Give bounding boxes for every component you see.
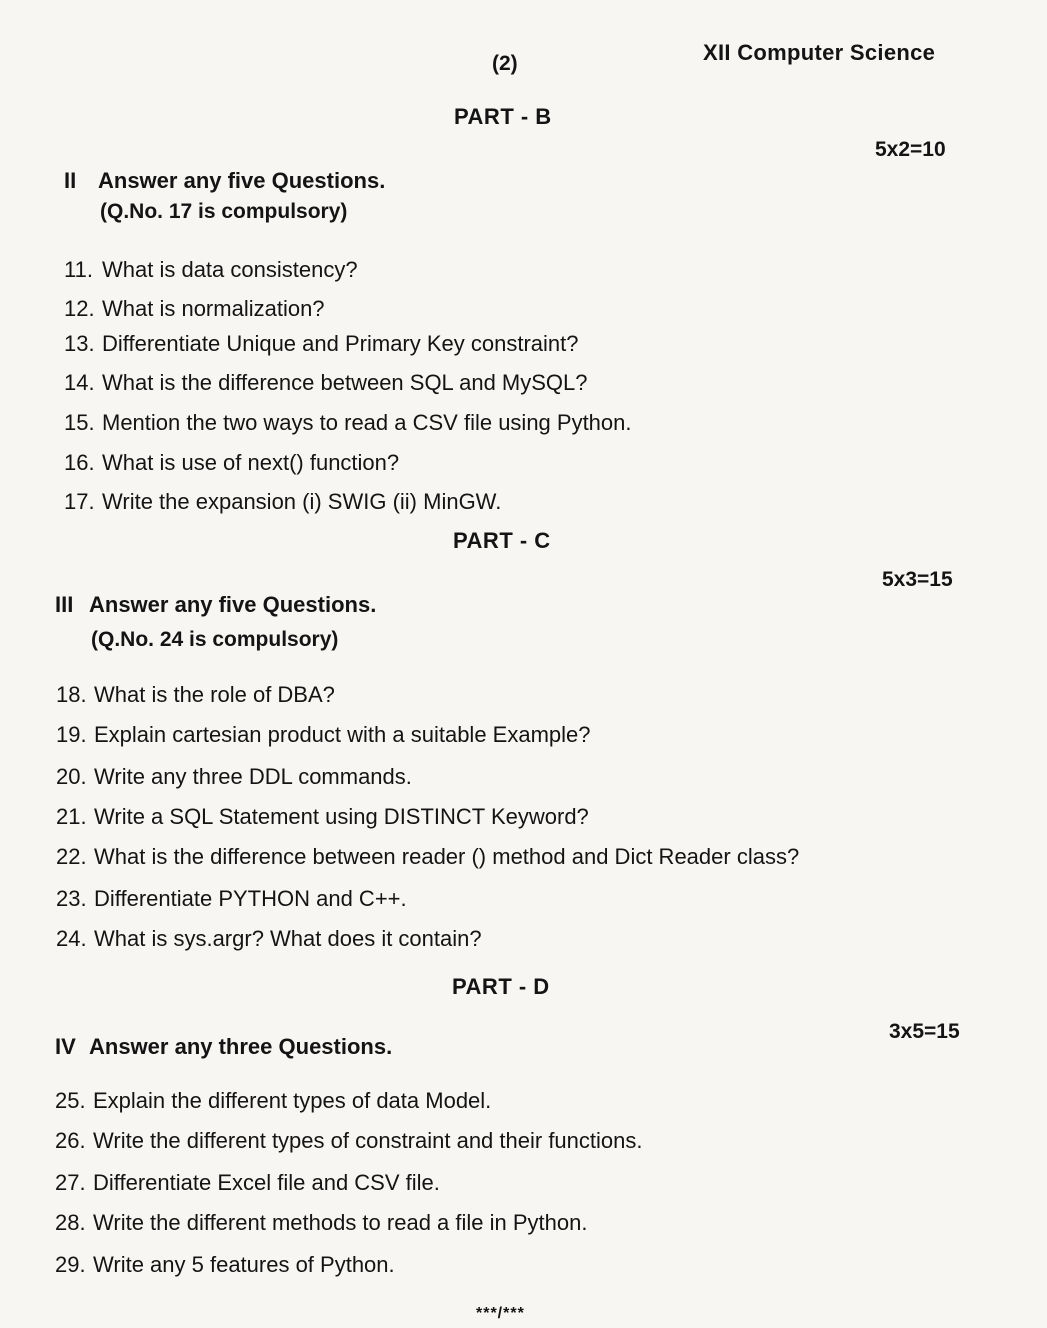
question-number: 17. — [64, 489, 95, 514]
question-27 — [55, 1170, 440, 1196]
part-c-instruction-text: Answer any five Questions. — [89, 592, 377, 617]
part-b-marks: 5x2=10 — [875, 138, 946, 161]
question-29 — [55, 1252, 395, 1278]
question-25 — [55, 1088, 491, 1114]
question-number: 12. — [64, 296, 95, 321]
question-23 — [56, 886, 407, 912]
question-14 — [64, 370, 588, 396]
question-number: 21. — [56, 804, 87, 829]
question-number: 23. — [56, 886, 87, 911]
question-17 — [64, 489, 501, 515]
part-d-roman: IV — [55, 1034, 76, 1059]
part-c-title: PART - C — [453, 528, 551, 553]
question-number: 25. — [55, 1088, 86, 1113]
question-number: 18. — [56, 682, 87, 707]
question-number: 16. — [64, 450, 95, 475]
question-number: 15. — [64, 410, 95, 435]
question-text: Write the different types of constraint and their functions. — [93, 1128, 643, 1153]
question-18 — [56, 682, 335, 708]
question-21 — [56, 804, 589, 830]
question-text: Write the expansion (i) SWIG (ii) MinGW. — [102, 489, 502, 514]
question-text: Differentiate Unique and Primary Key constraint? — [102, 331, 579, 356]
question-text: What is data consistency? — [102, 257, 358, 282]
part-d-title: PART - D — [452, 974, 550, 999]
part-d-instruction-text: Answer any three Questions. — [89, 1034, 393, 1059]
question-text: What is use of next() function? — [102, 450, 400, 475]
question-text: Write the different methods to read a file in Python. — [93, 1210, 588, 1235]
part-c-marks: 5x3=15 — [882, 568, 953, 591]
question-16 — [64, 450, 399, 476]
question-text: Mention the two ways to read a CSV file using Python. — [102, 410, 632, 435]
question-text: What is normalization? — [102, 296, 325, 321]
question-number: 19. — [56, 722, 87, 747]
question-text: Write any three DDL commands. — [94, 764, 412, 789]
question-number: 13. — [64, 331, 95, 356]
part-b-instruction-text: Answer any five Questions. — [98, 168, 386, 193]
question-number: 22. — [56, 844, 87, 869]
question-text: What is sys.argr? What does it contain? — [94, 926, 482, 951]
question-12 — [64, 296, 325, 322]
subject-title: XII Computer Science — [703, 40, 936, 65]
question-20 — [56, 764, 412, 790]
question-22 — [56, 844, 799, 870]
question-number: 28. — [55, 1210, 86, 1235]
question-28 — [55, 1210, 587, 1236]
question-26 — [55, 1128, 642, 1154]
question-number: 20. — [56, 764, 87, 789]
question-number: 24. — [56, 926, 87, 951]
question-11 — [64, 257, 358, 283]
question-text: Differentiate PYTHON and C++. — [94, 886, 407, 911]
part-c-roman: III — [55, 592, 74, 617]
question-text: What is the difference between reader () method and Dict Reader class? — [94, 844, 800, 869]
question-number: 27. — [55, 1170, 86, 1195]
part-d-marks: 3x5=15 — [889, 1020, 960, 1043]
question-text: Write any 5 features of Python. — [93, 1252, 395, 1277]
question-text: What is the difference between SQL and MySQL? — [102, 370, 588, 395]
question-number: 29. — [55, 1252, 86, 1277]
part-b-title: PART - B — [454, 104, 552, 129]
question-text: What is the role of DBA? — [94, 682, 335, 707]
part-c-instruction — [55, 592, 376, 618]
question-number: 14. — [64, 370, 95, 395]
question-text: Explain the different types of data Model. — [93, 1088, 492, 1113]
page-footer: ***/*** — [476, 1305, 525, 1322]
question-15 — [64, 410, 632, 436]
part-d-instruction — [55, 1034, 392, 1060]
page-number: (2) — [492, 52, 518, 75]
part-b-roman: II — [64, 168, 77, 193]
question-number: 26. — [55, 1128, 86, 1153]
question-text: Explain cartesian product with a suitable Example? — [94, 722, 591, 747]
question-13 — [64, 331, 579, 357]
part-b-compulsory: (Q.No. 17 is compulsory) — [100, 200, 348, 223]
question-19 — [56, 722, 591, 748]
question-number: 11. — [64, 257, 93, 282]
question-text: Differentiate Excel file and CSV file. — [93, 1170, 440, 1195]
question-24 — [56, 926, 482, 952]
part-c-compulsory: (Q.No. 24 is compulsory) — [91, 628, 339, 651]
question-text: Write a SQL Statement using DISTINCT Keyword? — [94, 804, 589, 829]
part-b-instruction — [64, 168, 385, 194]
